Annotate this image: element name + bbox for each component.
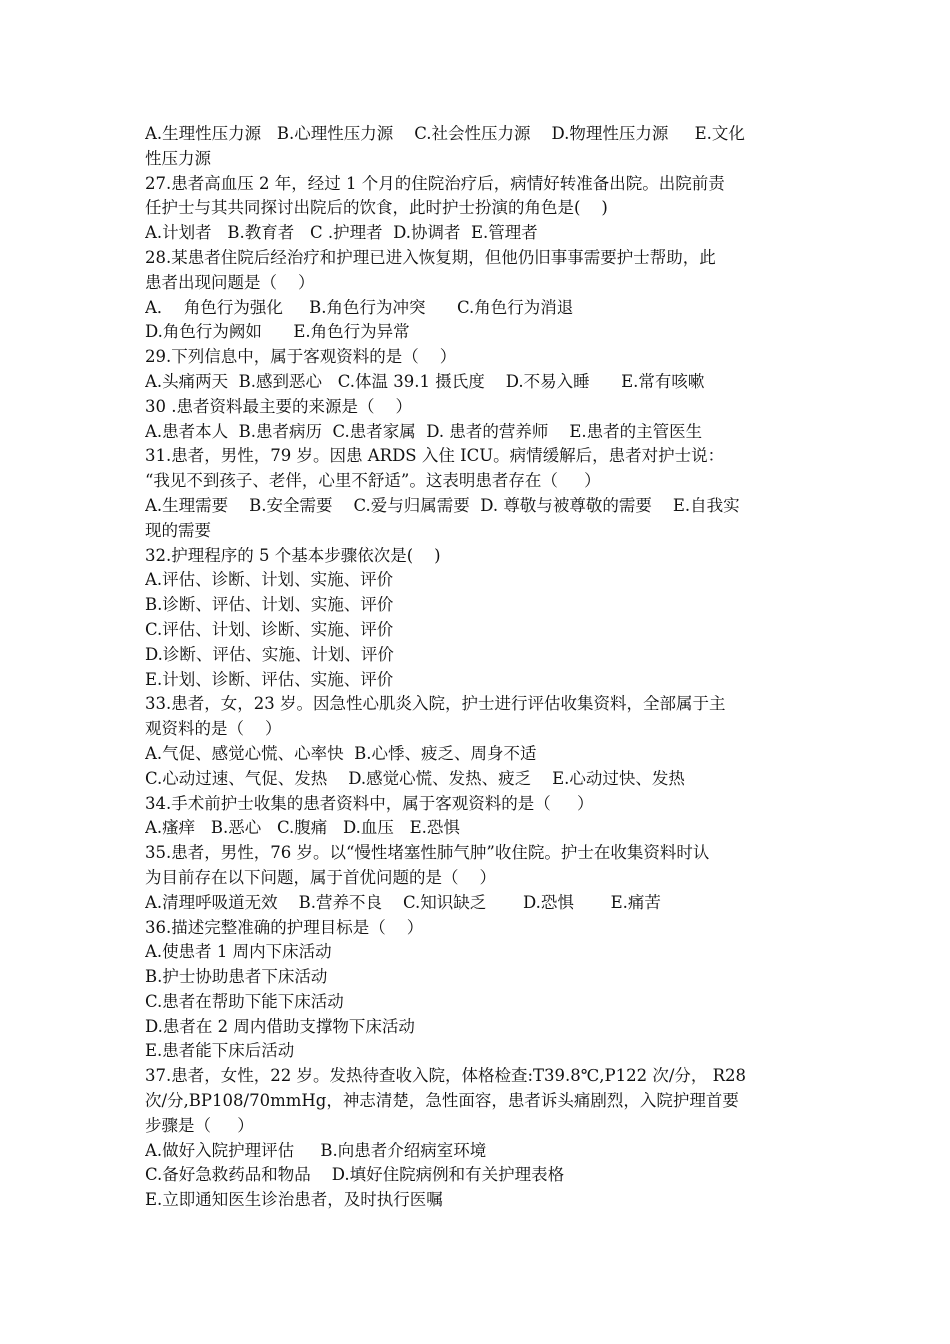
text-line-16: A.生理需要 B.安全需要 C.爱与归属需要 D. 尊敬与被尊敬的需要 E.自我实 bbox=[145, 495, 740, 515]
text-line-04: 任护士与其共同探讨出院后的饮食，此时护士扮演的角色是( ) bbox=[145, 198, 608, 218]
text-line-25: 观资料的是（ ） bbox=[145, 719, 282, 739]
text-line-41: 步骤是（ ） bbox=[145, 1115, 254, 1135]
text-line-07: 患者出现问题是（ ） bbox=[145, 272, 315, 292]
text-line-01: A.生理性压力源 B.心理性压力源 C.社会性压力源 D.物理性压力源 E.文化 bbox=[145, 124, 745, 143]
text-line-12: 30 .患者资料最主要的来源是（ ） bbox=[145, 396, 412, 416]
text-line-35: B.护士协助患者下床活动 bbox=[145, 967, 328, 987]
text-line-43: C.备好急救药品和物品 D.填好住院病例和有关护理表格 bbox=[145, 1165, 565, 1185]
text-line-14: 31.患者，男性，79 岁。因患 ARDS 入住 ICU。病情缓解后，患者对护士说： bbox=[145, 446, 725, 466]
text-line-39: 37.患者，女性，22 岁。发热待查收入院，体格检查:T39.8℃,P122 次/分， R28 bbox=[145, 1066, 747, 1086]
text-line-40: 次/分,BP108/70mmHg，神志清楚，急性面容，患者诉头痛剧烈，入院护理首要 bbox=[145, 1091, 739, 1111]
text-line-06: 28.某患者住院后经治疗和护理已进入恢复期，但他仍旧事事需要护士帮助，此 bbox=[145, 247, 716, 267]
text-line-26: A.气促、感觉心慌、心率快 B.心悸、疲乏、周身不适 bbox=[145, 743, 537, 763]
text-line-19: A.评估、诊断、计划、实施、评价 bbox=[145, 570, 394, 590]
text-line-34: A.使患者 1 周内下床活动 bbox=[145, 942, 332, 962]
text-line-32: A.清理呼吸道无效 B.营养不良 C.知识缺乏 D.恐惧 E.痛苦 bbox=[145, 892, 661, 912]
text-line-11: A.头痛两天 B.感到恶心 C.体温 39.1 摄氏度 D.不易入睡 E.常有咳嗽 bbox=[145, 371, 705, 391]
text-line-27: C.心动过速、气促、发热 D.感觉心慌、发热、疲乏 E.心动过快、发热 bbox=[145, 768, 685, 788]
text-line-24: 33.患者，女，23 岁。因急性心肌炎入院，护士进行评估收集资料，全部属于主 bbox=[145, 694, 726, 714]
text-line-22: D.诊断、评估、实施、计划、评价 bbox=[145, 644, 394, 664]
text-line-29: A.瘙痒 B.恶心 C.腹痛 D.血压 E.恐惧 bbox=[145, 818, 460, 838]
text-line-03: 27.患者高血压 2 年，经过 1 个月的住院治疗后，病情好转准备出院。出院前责 bbox=[145, 173, 725, 193]
text-line-20: B.诊断、评估、计划、实施、评价 bbox=[145, 595, 394, 615]
text-line-15: “我见不到孩子、老伴，心里不舒适”。这表明患者存在（ ） bbox=[145, 471, 601, 491]
text-line-08: A． 角色行为强化 B.角色行为冲突 C.角色行为消退 bbox=[145, 297, 574, 317]
text-line-36: C.患者在帮助下能下床活动 bbox=[145, 991, 344, 1011]
text-line-10: 29.下列信息中，属于客观资料的是（ ） bbox=[145, 347, 457, 367]
text-line-05: A.计划者 B.教育者 C .护理者 D.协调者 E.管理者 bbox=[145, 223, 538, 243]
text-line-30: 35.患者，男性，76 岁。以“慢性堵塞性肺气肿”收住院。护士在收集资料时认 bbox=[145, 843, 710, 863]
text-line-21: C.评估、计划、诊断、实施、评价 bbox=[145, 619, 394, 639]
text-line-38: E.患者能下床后活动 bbox=[145, 1041, 295, 1061]
text-line-13: A.患者本人 B.患者病历 C.患者家属 D. 患者的营养师 E.患者的主管医生 bbox=[145, 421, 703, 441]
text-line-09: D.角色行为阙如 E.角色行为异常 bbox=[145, 322, 410, 342]
text-line-28: 34.手术前护士收集的患者资料中，属于客观资料的是（ ） bbox=[145, 793, 594, 813]
document-body bbox=[145, 122, 810, 1213]
text-line-42: A.做好入院护理评估 B.向患者介绍病室环境 bbox=[145, 1140, 487, 1160]
text-line-02: 性压力源 bbox=[145, 148, 211, 168]
text-line-18: 32.护理程序的 5 个基本步骤依次是( ) bbox=[145, 545, 441, 565]
text-line-17: 现的需要 bbox=[145, 520, 211, 540]
text-line-44: E.立即通知医生诊治患者，及时执行医嘱 bbox=[145, 1190, 443, 1210]
text-line-23: E.计划、诊断、评估、实施、评价 bbox=[145, 669, 394, 689]
text-line-33: 36.描述完整准确的护理目标是（ ） bbox=[145, 917, 424, 937]
text-line-37: D.患者在 2 周内借助支撑物下床活动 bbox=[145, 1016, 415, 1036]
text-line-31: 为目前存在以下问题，属于首优问题的是（ ） bbox=[145, 867, 496, 887]
